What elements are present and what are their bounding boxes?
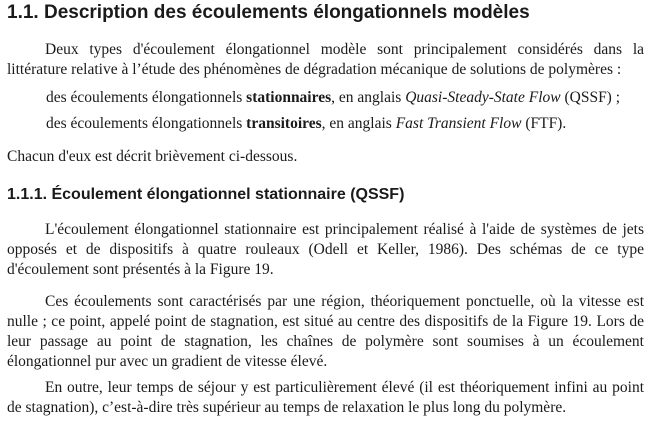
- intro-text-part1: Deux types d'écoulement élongationnel modèle sont principalement considérés dans la: [45, 41, 644, 58]
- paragraph-tail: de stagnation), c’est-à-dire très supérieur au temps de relaxation le plus long du polymère.: [7, 399, 567, 416]
- list-item-stationary: [46, 88, 646, 108]
- list-item-prefix: des écoulements élongationnels: [46, 115, 247, 132]
- outro-paragraph: Chacun d'eux est décrit brièvement ci-dessous.: [7, 148, 298, 165]
- list-item-term: transitoires: [246, 115, 322, 132]
- paragraph-body: Ces écoulements sont caractérisés par une région, théoriquement ponctuelle, où la vitesse est nulle ; ce point, appelé point de stagnation, est situé au centre des dispositifs de la Figure 19. Lors de leur passage au point de stagnation, les chaînes de polymère sont soumises à un écoulement: [7, 293, 644, 350]
- list-item-transient: [46, 114, 646, 134]
- intro-text-part2: littérature relative à l’étude des phénomènes de dégradation mécanique de solutions de polymères :: [7, 61, 622, 78]
- list-item-suffix: (FTF).: [521, 115, 567, 132]
- list-item-suffix: (QSSF) ;: [560, 89, 621, 106]
- list-item-term: stationnaires: [246, 89, 332, 106]
- list-item-middle: , en anglais: [331, 89, 406, 106]
- list-item-middle: , en anglais: [321, 115, 396, 132]
- body-paragraph-3: [7, 378, 644, 418]
- body-paragraph-2: [7, 292, 644, 372]
- list-item-english: Fast Transient Flow: [395, 115, 522, 132]
- paragraph-body: En outre, leur temps de séjour y est particulièrement élevé (il est théoriquement infini au point: [45, 379, 644, 396]
- paragraph-body: L'écoulement élongationnel stationnaire est principalement réalisé à l'aide de systèmes de jets opposés et de dispositifs à quatre rouleaux (Odell et Keller, 1986). Des schémas de ce type: [7, 221, 644, 258]
- list-item-prefix: des écoulements élongationnels: [46, 89, 247, 106]
- section-heading: 1.1. Description des écoulements élongationnels modèles: [7, 2, 530, 23]
- subsection-heading: 1.1.1. Écoulement élongationnel stationnaire (QSSF): [7, 186, 405, 203]
- list-item-english: Quasi-Steady-State Flow: [405, 89, 561, 106]
- body-paragraph-1: [7, 220, 644, 280]
- paragraph-tail: d'écoulement sont présentés à la Figure 19.: [7, 261, 274, 278]
- paragraph-tail: élongationnel pur avec un gradient de vitesse élevé.: [7, 353, 328, 370]
- intro-paragraph: [7, 40, 644, 80]
